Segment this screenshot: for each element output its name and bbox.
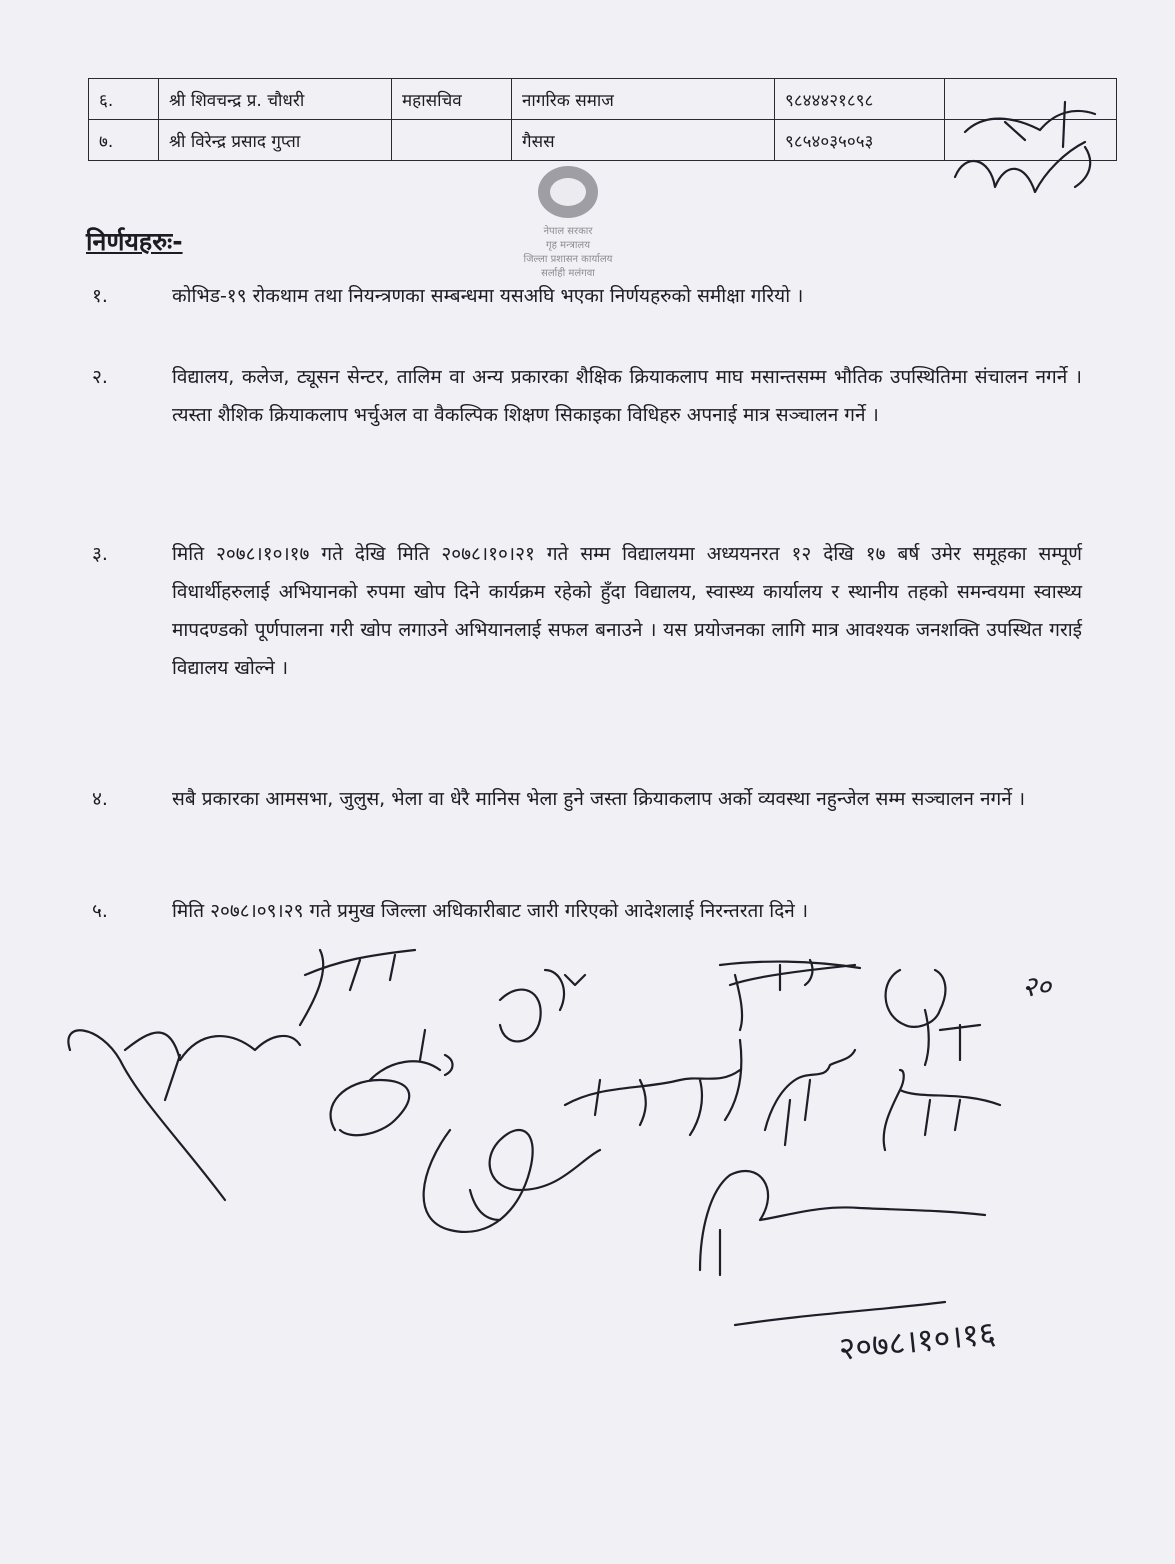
designation-cell	[392, 120, 512, 161]
signature-11	[700, 1171, 985, 1325]
organization-cell: गैसस	[512, 120, 775, 161]
signatures-block	[0, 930, 1175, 1564]
signature-date-note: २०७८।१०।१६	[836, 1313, 998, 1368]
decision-item	[92, 535, 1082, 687]
signature-7	[765, 1050, 855, 1145]
decision-number: १.	[92, 285, 108, 307]
decision-item	[92, 358, 1082, 434]
stamp-text-1: नेपाल सरकार	[543, 226, 593, 237]
name-cell: श्री विरेन्द्र प्रसाद गुप्ता	[159, 120, 392, 161]
designation-cell: महासचिव	[392, 79, 512, 120]
name-cell: श्री शिवचन्द्र प्र. चौधरी	[159, 79, 392, 120]
stamp-text-3: जिल्ला प्रशासन कार्यालय	[523, 254, 613, 265]
decision-number: ४.	[92, 788, 108, 810]
serial-cell: ६.	[89, 79, 159, 120]
phone-cell: ९८५४०३५०५३	[775, 120, 945, 161]
signature-10	[424, 1130, 600, 1232]
signature-3	[331, 1030, 453, 1135]
signature-2	[300, 950, 415, 1025]
signature-6	[565, 1040, 741, 1135]
decision-text: मिति २०७८।०९।२९ गते प्रमुख जिल्ला अधिकारीबाट जारी गरिएको आदेशलाई निरन्तरता दिने ।	[172, 900, 809, 922]
decision-item	[92, 892, 1082, 930]
table-signature-marks	[945, 92, 1115, 207]
stamp-text-4: सर्लाही मलंगवा	[541, 268, 595, 279]
signature-corner-note: २०	[1022, 970, 1052, 1003]
decision-text: सबै प्रकारका आमसभा, जुलुस, भेला वा धेरै मानिस भेला हुने जस्ता क्रियाकलाप अर्को व्यवस्था नहुन्जेल सम्म सञ्चालन नगर्ने ।	[172, 788, 1026, 810]
decision-text: विद्यालय, कलेज, ट्यूसन सेन्टर, तालिम वा अन्य प्रकारका शैक्षिक क्रियाकलाप माघ मसान्तसम्म भौतिक उपस्थितिमा संचालन नगर्ने । त्यस्ता शैशिक क्रियाकलाप भर्चुअल वा वैकल्पिक शिक्षण सिकाइका विधिहरु अपनाई मात्र सञ्चालन गर्ने ।	[172, 366, 1082, 426]
decision-text: मिति २०७८।१०।१७ गते देखि मिति २०७८।१०।२१ गते सम्म विद्यालयमा अध्ययनरत १२ देखि १७ बर्ष उमेर समूहका सम्पूर्ण विधार्थीहरुलाई अभियानको रुपमा खोप दिने कार्यक्रम रहेको हुँदा विद्यालय, स्वास्थ्य कार्यालय र स्थानीय तहको समन्वयमा स्वास्थ्य मापदण्डको पूर्णपालना गरी खोप लगाउने अभियानलाई सफल बनाउने । यस प्रयोजनका लागि मात्र आवश्यक जनशक्ति उपस्थित गराई विद्यालय खोल्ने ।	[172, 543, 1082, 679]
phone-cell: ९८४४४२१८९८	[775, 79, 945, 120]
signature-9	[884, 1070, 1000, 1150]
decision-number: ३.	[92, 543, 108, 565]
organization-cell: नागरिक समाज	[512, 79, 775, 120]
decision-item	[92, 780, 1082, 818]
signature-5	[720, 960, 860, 1030]
decision-number: २.	[92, 366, 108, 388]
decision-item	[92, 277, 1082, 315]
office-stamp	[493, 160, 643, 290]
decision-number: ५.	[92, 900, 108, 922]
signature-4	[500, 970, 585, 1041]
decisions-heading: निर्णयहरुः-	[86, 227, 183, 256]
serial-cell: ७.	[89, 120, 159, 161]
stamp-text-2: गृह मन्त्रालय	[545, 240, 591, 251]
signature-8	[886, 970, 980, 1065]
decision-text: कोभिड-१९ रोकथाम तथा नियन्त्रणका सम्बन्धमा यसअघि भएका निर्णयहरुको समीक्षा गरियो ।	[172, 285, 804, 307]
signature-1	[68, 1030, 300, 1200]
